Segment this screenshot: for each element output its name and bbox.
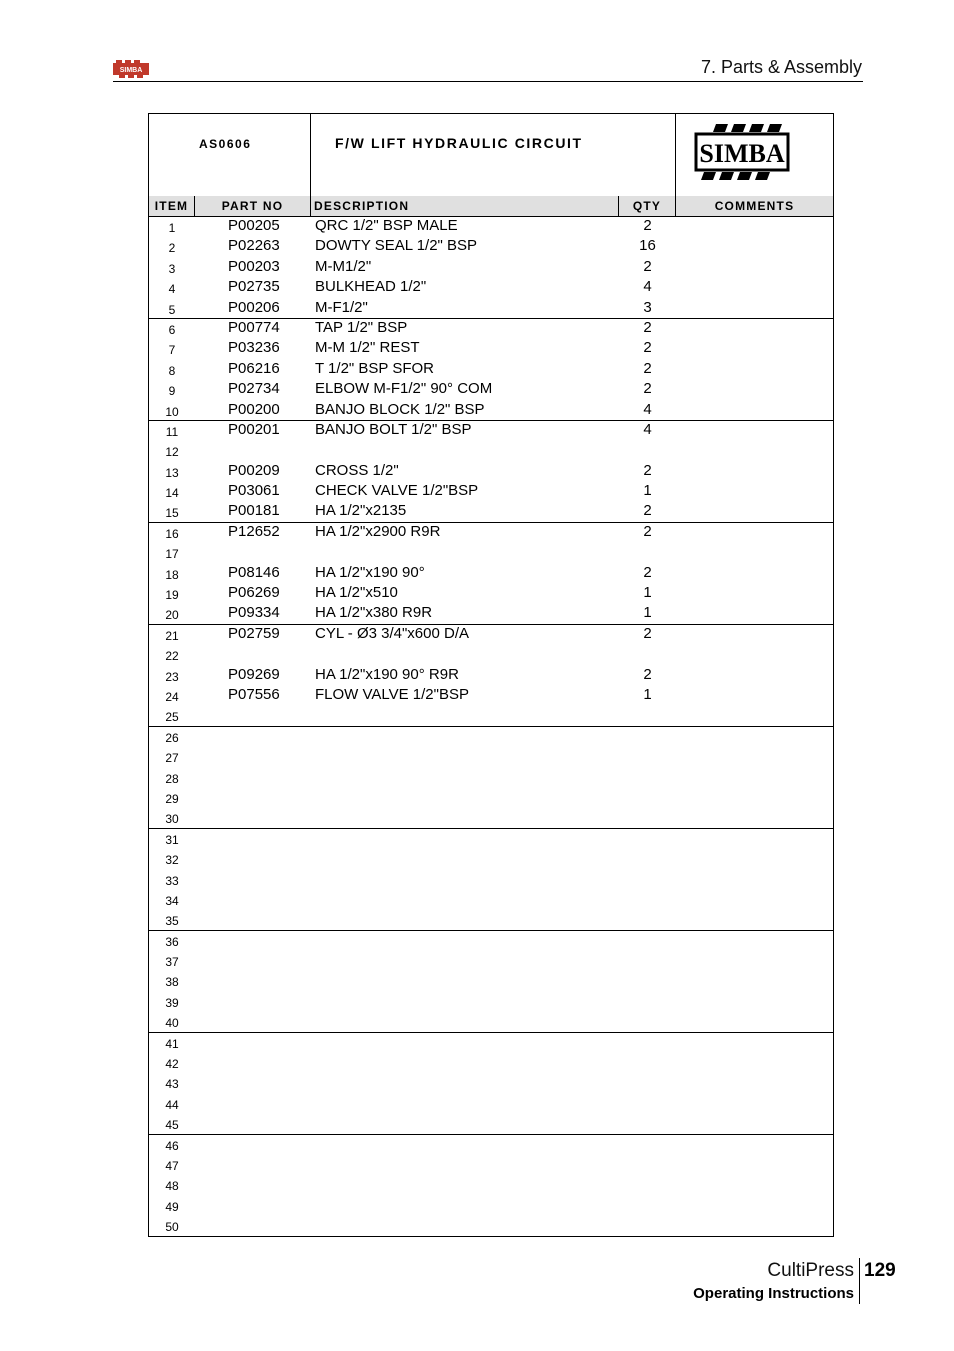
simba-logo-small xyxy=(113,60,149,78)
part-description: HA 1/2"x2900 R9R xyxy=(315,522,441,540)
part-number: P00181 xyxy=(228,502,280,520)
table-row xyxy=(149,339,833,359)
item-number: 3 xyxy=(168,261,176,276)
part-description: BANJO BOLT 1/2" BSP xyxy=(315,420,472,438)
column-header-row xyxy=(149,196,833,217)
item-number: 30 xyxy=(165,812,179,827)
part-description: CHECK VALVE 1/2"BSP xyxy=(315,482,479,500)
part-description: ELBOW M-F1/2" 90° COM xyxy=(315,380,493,398)
table-row xyxy=(149,747,833,767)
part-number: P00203 xyxy=(228,257,280,275)
footer-divider xyxy=(859,1258,860,1304)
item-number: 13 xyxy=(165,465,179,480)
table-row xyxy=(149,604,833,624)
table-row xyxy=(149,686,833,706)
item-number: 32 xyxy=(165,853,179,868)
part-number: P00774 xyxy=(228,318,280,336)
item-number: 21 xyxy=(165,628,179,643)
part-quantity: 2 xyxy=(643,563,652,581)
part-number: P02263 xyxy=(228,237,280,255)
part-description: HA 1/2"x380 R9R xyxy=(315,604,433,622)
item-number: 18 xyxy=(165,567,179,582)
table-row xyxy=(149,1094,833,1114)
part-description: CYL - Ø3 3/4"x600 D/A xyxy=(315,624,470,642)
svg-text:SIMBA: SIMBA xyxy=(699,139,785,168)
title-block xyxy=(149,114,833,197)
part-quantity: 2 xyxy=(643,380,652,398)
item-number: 4 xyxy=(168,282,176,297)
part-quantity: 4 xyxy=(643,400,652,418)
part-quantity: 1 xyxy=(643,482,652,500)
item-number: 45 xyxy=(165,1118,179,1133)
table-row xyxy=(149,666,833,686)
part-quantity: 2 xyxy=(643,339,652,357)
part-quantity: 2 xyxy=(643,461,652,479)
part-description: CROSS 1/2" xyxy=(315,461,399,479)
parts-rows xyxy=(149,217,833,1237)
part-quantity: 1 xyxy=(643,685,652,703)
part-description: M-M 1/2" REST xyxy=(315,339,420,357)
item-number: 47 xyxy=(165,1158,179,1173)
part-description: M-F1/2" xyxy=(315,298,368,316)
col-description: DESCRIPTION xyxy=(311,196,619,216)
table-row xyxy=(149,1135,833,1155)
part-number: P00205 xyxy=(228,217,280,234)
table-row xyxy=(149,258,833,278)
part-number: P00200 xyxy=(228,400,280,418)
part-description: DOWTY SEAL 1/2" BSP xyxy=(315,237,478,255)
table-row xyxy=(149,1216,833,1236)
item-number: 41 xyxy=(165,1036,179,1051)
item-number: 48 xyxy=(165,1179,179,1194)
table-row xyxy=(149,462,833,482)
part-quantity: 16 xyxy=(639,237,656,255)
item-number: 27 xyxy=(165,751,179,766)
item-number: 50 xyxy=(165,1220,179,1235)
item-number: 49 xyxy=(165,1199,179,1214)
item-number: 15 xyxy=(165,506,179,521)
table-row xyxy=(149,870,833,890)
item-number: 25 xyxy=(165,710,179,725)
item-number: 28 xyxy=(165,771,179,786)
item-number: 11 xyxy=(165,424,179,439)
table-row xyxy=(149,543,833,563)
item-number: 40 xyxy=(165,1016,179,1031)
table-row xyxy=(149,645,833,665)
item-number: 23 xyxy=(165,669,179,684)
table-row xyxy=(149,1012,833,1032)
simba-logo xyxy=(694,120,790,184)
part-quantity: 2 xyxy=(643,257,652,275)
part-quantity: 2 xyxy=(643,665,652,683)
assembly-code: AS0606 xyxy=(199,137,252,151)
table-row xyxy=(149,788,833,808)
part-number: P02759 xyxy=(228,624,280,642)
table-row xyxy=(149,829,833,849)
item-number: 24 xyxy=(165,689,179,704)
part-description: HA 1/2"x190 90° xyxy=(315,563,425,581)
part-quantity: 1 xyxy=(643,584,652,602)
table-row xyxy=(149,1196,833,1216)
item-number: 35 xyxy=(165,914,179,929)
part-number: P03236 xyxy=(228,339,280,357)
table-row xyxy=(149,564,833,584)
item-number: 10 xyxy=(165,404,179,419)
table-row xyxy=(149,441,833,461)
part-description: TAP 1/2" BSP xyxy=(315,318,408,336)
parts-sheet xyxy=(148,113,834,1237)
part-quantity: 2 xyxy=(643,217,652,234)
item-number: 9 xyxy=(168,384,176,399)
part-description: T 1/2" BSP SFOR xyxy=(315,359,434,377)
item-number: 14 xyxy=(165,486,179,501)
document-subtitle: Operating Instructions xyxy=(693,1285,854,1302)
part-number: P07556 xyxy=(228,685,280,703)
item-number: 43 xyxy=(165,1077,179,1092)
col-qty: QTY xyxy=(619,196,676,216)
table-row xyxy=(149,808,833,828)
assembly-title: F/W LIFT HYDRAULIC CIRCUIT xyxy=(335,135,583,151)
table-row xyxy=(149,217,833,237)
col-item: ITEM xyxy=(149,196,195,216)
part-quantity: 2 xyxy=(643,624,652,642)
table-row xyxy=(149,1175,833,1195)
part-quantity: 2 xyxy=(643,522,652,540)
table-row xyxy=(149,910,833,930)
part-number: P02735 xyxy=(228,278,280,296)
item-number: 34 xyxy=(165,893,179,908)
table-row xyxy=(149,584,833,604)
part-number: P12652 xyxy=(228,522,280,540)
part-number: P09269 xyxy=(228,665,280,683)
part-quantity: 2 xyxy=(643,502,652,520)
part-description: FLOW VALVE 1/2"BSP xyxy=(315,685,469,703)
item-number: 37 xyxy=(165,955,179,970)
table-row xyxy=(149,625,833,645)
item-number: 12 xyxy=(165,445,179,460)
col-part-no: PART NO xyxy=(195,196,311,216)
item-number: 2 xyxy=(168,241,176,256)
item-number: 5 xyxy=(168,302,176,317)
item-number: 1 xyxy=(168,221,176,235)
table-row xyxy=(149,502,833,522)
product-name: CultiPress xyxy=(767,1260,854,1281)
table-row xyxy=(149,951,833,971)
part-quantity: 1 xyxy=(643,604,652,622)
page-number: 129 xyxy=(864,1260,896,1281)
table-row xyxy=(149,1033,833,1053)
item-number: 7 xyxy=(168,343,176,358)
table-row xyxy=(149,1073,833,1093)
assembly-code-cell xyxy=(149,114,311,196)
table-row xyxy=(149,319,833,339)
item-number: 29 xyxy=(165,791,179,806)
part-description: HA 1/2"x510 xyxy=(315,584,398,602)
assembly-title-cell xyxy=(311,114,676,196)
part-number: P00201 xyxy=(228,420,280,438)
header-divider xyxy=(113,81,863,82)
part-number: P00206 xyxy=(228,298,280,316)
item-number: 16 xyxy=(165,526,179,541)
table-row xyxy=(149,849,833,869)
item-number: 6 xyxy=(168,322,176,337)
table-row xyxy=(149,768,833,788)
part-number: P03061 xyxy=(228,482,280,500)
table-row xyxy=(149,706,833,726)
item-number: 31 xyxy=(165,832,179,847)
table-row xyxy=(149,278,833,298)
item-number: 26 xyxy=(165,730,179,745)
table-row xyxy=(149,992,833,1012)
table-row xyxy=(149,237,833,257)
item-number: 44 xyxy=(165,1097,179,1112)
item-number: 19 xyxy=(165,588,179,603)
section-title: 7. Parts & Assembly xyxy=(700,57,862,77)
item-number: 33 xyxy=(165,873,179,888)
item-number: 17 xyxy=(165,547,179,562)
part-description: BANJO BLOCK 1/2" BSP xyxy=(315,400,485,418)
table-row xyxy=(149,727,833,747)
item-number: 8 xyxy=(168,363,176,378)
part-number: P09334 xyxy=(228,604,280,622)
part-quantity: 2 xyxy=(643,318,652,336)
table-row xyxy=(149,401,833,421)
part-number: P06216 xyxy=(228,359,280,377)
table-row xyxy=(149,299,833,319)
col-comments: COMMENTS xyxy=(714,199,795,213)
part-number: P06269 xyxy=(228,584,280,602)
table-row xyxy=(149,360,833,380)
item-number: 46 xyxy=(165,1138,179,1153)
table-row xyxy=(149,890,833,910)
table-row xyxy=(149,1155,833,1175)
item-number: 38 xyxy=(165,975,179,990)
part-quantity: 4 xyxy=(643,278,652,296)
table-row xyxy=(149,482,833,502)
part-quantity: 2 xyxy=(643,359,652,377)
item-number: 20 xyxy=(165,608,179,623)
item-number: 42 xyxy=(165,1057,179,1072)
table-row xyxy=(149,421,833,441)
item-number: 36 xyxy=(165,934,179,949)
part-number: P00209 xyxy=(228,461,280,479)
part-quantity: 4 xyxy=(643,420,652,438)
table-row xyxy=(149,523,833,543)
part-quantity: 3 xyxy=(643,298,652,316)
part-number: P02734 xyxy=(228,380,280,398)
table-row xyxy=(149,931,833,951)
svg-text:SIMBA: SIMBA xyxy=(119,67,143,74)
part-description: HA 1/2"x2135 xyxy=(315,502,407,520)
part-description: HA 1/2"x190 90° R9R xyxy=(315,665,459,683)
part-number: P08146 xyxy=(228,563,280,581)
part-description: BULKHEAD 1/2" xyxy=(315,278,427,296)
item-number: 22 xyxy=(165,649,179,664)
table-row xyxy=(149,380,833,400)
table-row xyxy=(149,1053,833,1073)
part-description: QRC 1/2" BSP MALE xyxy=(315,217,458,234)
part-description: M-M1/2" xyxy=(315,257,372,275)
item-number: 39 xyxy=(165,995,179,1010)
table-row xyxy=(149,1114,833,1134)
table-row xyxy=(149,971,833,991)
